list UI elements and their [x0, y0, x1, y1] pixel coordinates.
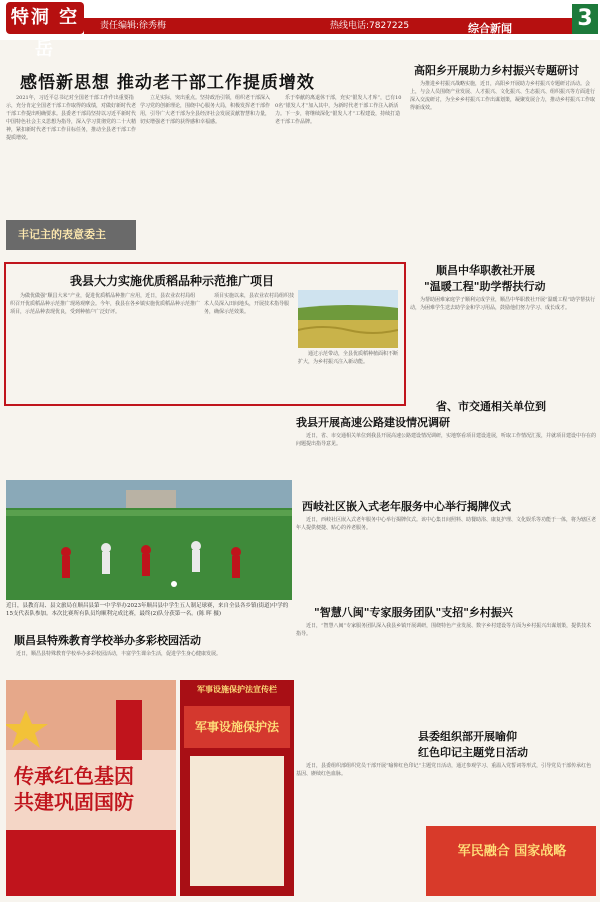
article-headline: 西岐社区嵌入式老年服务中心举行揭牌仪式 — [302, 500, 511, 513]
editor-credit: 责任编辑:徐秀梅 — [100, 21, 167, 31]
football-photo-caption: 近日，县教育局、县文旅局在顺昌县第一中学举办2023年顺昌县中学生五人制足球赛，来自全县各乡镇(街道)中学的15支代表队参加。本次比赛所有队员均顺利完成比赛，最终(2)队分获第一名。(陈 晖 摄) — [6, 603, 289, 617]
hotline: 热线电话:7827225 — [330, 21, 410, 31]
defense-board-title: 军事设施保护法宣传栏 — [197, 685, 277, 694]
football-match-photo — [6, 480, 292, 600]
lead-article-banner-text: 丰记主的表意委主 — [18, 228, 106, 241]
lead-article-column-2: 立足实际，突出重点。坚持政治引领，组织老干部深入学习党的创新理论，围绕中心服务大局，积极发挥老干部作用，引导广大老干部为全县经济社会发展贡献智慧和力量，切实增强老干部的获得感和幸福感。 — [140, 95, 270, 125]
lead-article-column-1: 2021年，习近平总书记对全国老干部工作作出重要指示，充分肯定全国老干部工作取得的成绩，对做好新时代老干部工作提出明确要求。县委老干部局坚持以习近平新时代中国特色社会主义思想为指导，深入学习贯彻党的二十大精神，紧扣新时代老干部工作目标任务，推动全县老干部工作提质增效。 — [6, 95, 136, 141]
featured-headline: 我县大力实施优质稻品种示范推广项目 — [70, 274, 275, 288]
military-civilian-slogan: 军民融合 国家战略 — [457, 844, 567, 859]
featured-article-body-3: 通过示范带动，全县优质稻种植面积不断扩大，为乡村振兴注入新动能。 — [298, 351, 398, 365]
lead-headline: 感悟新思想 推动老干部工作提质增效 — [20, 73, 315, 93]
section-title: 综合新闻 — [468, 22, 512, 35]
military-civilian-banner — [426, 826, 596, 896]
defense-board-notice — [190, 756, 284, 886]
article-headline: 顺昌县特殊教育学校举办多彩校园活动 — [14, 634, 201, 647]
article-headline: 省、市交通相关单位到 — [436, 400, 546, 413]
poster-slogan: 传承红色基因 — [14, 764, 134, 788]
article-body: 近日，省、市交通相关单位到我县开展高速公路建设情况调研，实地察看项目建设进展，听取工作情况汇报，并就项目建设中存在的问题提出指导意见。 — [296, 433, 596, 447]
poster-slogan-line-2: 共建巩固国防 — [14, 790, 134, 814]
article-body: 为帮助困难家庭学子顺利完成学业，顺昌中华职教社开展“温暖工程”助学帮扶行动，为困难学生送去助学金和学习用品，鼓励他们努力学习、成长成才。 — [410, 297, 596, 311]
article-headline: 县委组织部开展喻仰 — [418, 730, 517, 743]
article-body: 为推进乡村振兴战略实施，近日，高阳乡开展助力乡村振兴专题研讨活动。会上，与会人员围绕产业发展、人才振兴、文化振兴、生态振兴、组织振兴等方面进行深入交流研讨，为全乡乡村振兴工作出谋划策，凝聚发展合力，推动乡村振兴工作取得新成效。 — [410, 81, 596, 111]
article-body: 近日，顺昌县特殊教育学校举办多彩校园活动，丰富学生课余生活，促进学生身心健康发展。 — [6, 651, 222, 657]
article-headline-line-2: 我县开展高速公路建设情况调研 — [296, 416, 450, 429]
newspaper-logo: 特洞 空岳 — [6, 2, 84, 34]
article-headline: "智慧八闽"专家服务团队"支招"乡村振兴 — [314, 606, 513, 619]
article-headline-line-2: 红色印记主题党日活动 — [418, 746, 528, 759]
featured-article-body-1: 为做优做强“顺昌大米”产业，促进优质稻品种推广应用，近日，县农业农村局组织召开优质稻品种示范推广现场观摩会。今年，我县在各乡镇实施优质稻品种示范推广项目，示范品种表现优良，受到种植户广泛好评。 — [10, 293, 200, 315]
lead-article-column-3: 乐于奉献的离退休干部，充实“银发人才库”，已有100名“银发人才”加入其中，为新时代老干部工作注入新活力。下一步，将继续深化“银发人才”工程建设，持续打造老干部工作品牌。 — [275, 95, 402, 125]
featured-article-body-2: 项目实施以来，县农业农村局组织技术人员深入田间地头，开展技术指导服务，确保示范效果。 — [204, 293, 294, 315]
article-body: 近日，“智慧八闽”专家服务团队深入我县乡镇开展调研，围绕特色产业发展、数字乡村建设等方面为乡村振兴出谋划策，提供技术指导。 — [296, 623, 592, 637]
page-number: 3 — [572, 4, 598, 34]
article-headline-line-2: "温暖工程"助学帮扶行动 — [424, 280, 546, 293]
article-headline: 顺昌中华职教社开展 — [436, 264, 535, 277]
defense-board-headline: 军事设施保护法 — [184, 706, 290, 748]
article-body: 近日，西岐社区嵌入式老年服务中心举行揭牌仪式。该中心集日间照料、助餐助浴、康复护理、文化娱乐等功能于一体，将为辖区老年人提供便捷、贴心的养老服务。 — [296, 517, 596, 531]
article-body: 近日，县委组织部组织党员干部开展“喻仰红色印记”主题党日活动，通过参观学习、重温入党誓词等形式，引导党员干部传承红色基因、赓续红色血脉。 — [296, 763, 592, 777]
article-headline: 高阳乡开展助力乡村振兴专题研讨 — [414, 64, 579, 77]
rice-field-photo — [298, 290, 398, 348]
